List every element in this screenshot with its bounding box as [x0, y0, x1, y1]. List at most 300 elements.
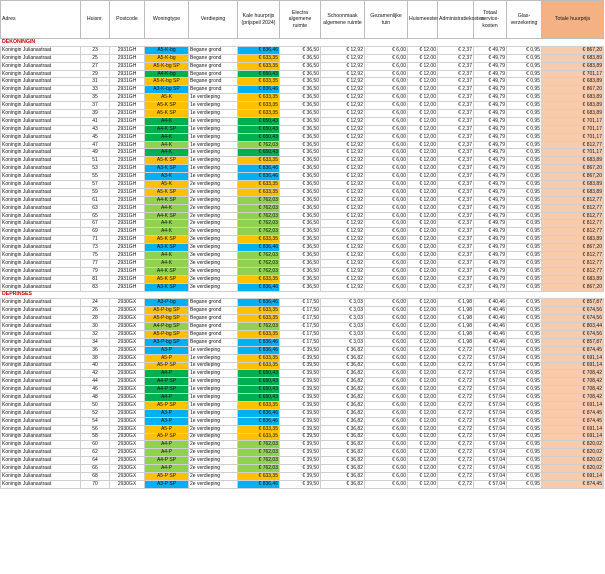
table-row: [1, 165, 604, 173]
cell-postcode: 2931GH: [110, 188, 145, 196]
cell-verdieping: 2e verdieping: [189, 181, 238, 189]
cell-huisnr: 41: [81, 117, 110, 125]
cell-verdieping: 3e verdieping: [189, 244, 238, 252]
cell-verdieping: 2e verdieping: [189, 441, 238, 449]
cell-woningtype: A5-K SP: [145, 236, 189, 244]
table-row: [1, 46, 604, 54]
cell-adres: Koningin Julianastraat: [1, 220, 81, 228]
cell-woningtype: A3-P: [145, 346, 189, 354]
section-header: [1, 291, 604, 299]
cell-adres: Koningin Julianastraat: [1, 401, 81, 409]
cell-verdieping: 3e verdieping: [189, 275, 238, 283]
cell-huismeester: € 12,00: [408, 449, 438, 457]
section-title: DEPRINSES: [1, 291, 604, 299]
cell-woningtype: A4-P: [145, 370, 189, 378]
cell-adres: Koningin Julianastraat: [1, 102, 81, 110]
cell-postcode: 2931GH: [110, 204, 145, 212]
cell-woningtype: A3-P SP: [145, 480, 189, 488]
cell-verdieping: 1e verdieping: [189, 346, 238, 354]
cell-postcode: 2931GH: [110, 228, 145, 236]
cell-servicekosten: € 49,79: [474, 54, 507, 62]
cell-servicekosten: € 49,79: [474, 141, 507, 149]
cell-adres: Koningin Julianastraat: [1, 259, 81, 267]
cell-tuin: € 6,00: [365, 338, 408, 346]
cell-postcode: 2931GH: [110, 181, 145, 189]
cell-tuin: € 6,00: [365, 188, 408, 196]
cell-kale-huurprijs: € 836,46: [238, 346, 280, 354]
cell-tuin: € 6,00: [365, 141, 408, 149]
cell-verdieping: 2e verdieping: [189, 220, 238, 228]
cell-adres: Koningin Julianastraat: [1, 70, 81, 78]
table-row: [1, 299, 604, 307]
cell-woningtype: A3-K SP: [145, 244, 189, 252]
cell-huismeester: € 12,00: [408, 267, 438, 275]
cell-kale-huurprijs: € 633,35: [238, 275, 280, 283]
cell-tuin: € 6,00: [365, 149, 408, 157]
cell-servicekosten: € 49,79: [474, 283, 507, 291]
cell-huisnr: 34: [81, 338, 110, 346]
cell-servicekosten: € 57,04: [474, 457, 507, 465]
cell-servicekosten: € 49,79: [474, 220, 507, 228]
cell-glasverzekering: € 0,95: [507, 188, 542, 196]
table-row: [1, 267, 604, 275]
cell-schoonmaak: € 3,03: [321, 315, 365, 323]
cell-woningtype: A4-K: [145, 141, 189, 149]
cell-kale-huurprijs: € 762,03: [238, 204, 280, 212]
cell-huismeester: € 12,00: [408, 299, 438, 307]
cell-postcode: 2930GX: [110, 433, 145, 441]
cell-schoonmaak: € 3,03: [321, 330, 365, 338]
cell-schoonmaak: € 36,82: [321, 449, 365, 457]
table-row: [1, 378, 604, 386]
cell-totale-huurprijs: € 867,20: [542, 46, 604, 54]
cell-servicekosten: € 57,04: [474, 441, 507, 449]
cell-huismeester: € 12,00: [408, 275, 438, 283]
cell-totale-huurprijs: € 812,77: [542, 259, 604, 267]
cell-huismeester: € 12,00: [408, 378, 438, 386]
cell-huisnr: 24: [81, 299, 110, 307]
cell-schoonmaak: € 12,92: [321, 78, 365, 86]
cell-totale-huurprijs: € 683,89: [542, 54, 604, 62]
cell-schoonmaak: € 12,92: [321, 188, 365, 196]
cell-woningtype: A5-K SP: [145, 188, 189, 196]
cell-totale-huurprijs: € 708,42: [542, 394, 604, 402]
cell-electra: € 36,50: [280, 188, 321, 196]
cell-verdieping: 3e verdieping: [189, 252, 238, 260]
cell-kale-huurprijs: € 633,35: [238, 78, 280, 86]
cell-electra: € 36,50: [280, 196, 321, 204]
cell-verdieping: Begane grond: [189, 86, 238, 94]
cell-schoonmaak: € 12,92: [321, 133, 365, 141]
cell-administratiekosten: € 2,37: [438, 188, 474, 196]
cell-huisnr: 30: [81, 323, 110, 331]
cell-administratiekosten: € 1,98: [438, 307, 474, 315]
cell-huismeester: € 12,00: [408, 220, 438, 228]
cell-adres: Koningin Julianastraat: [1, 196, 81, 204]
cell-totale-huurprijs: € 691,14: [542, 362, 604, 370]
cell-electra: € 17,50: [280, 330, 321, 338]
cell-electra: € 39,50: [280, 386, 321, 394]
cell-huisnr: 61: [81, 196, 110, 204]
cell-glasverzekering: € 0,95: [507, 149, 542, 157]
cell-glasverzekering: € 0,95: [507, 259, 542, 267]
cell-tuin: € 6,00: [365, 307, 408, 315]
cell-servicekosten: € 49,79: [474, 259, 507, 267]
cell-huisnr: 60: [81, 441, 110, 449]
cell-woningtype: A3-K: [145, 173, 189, 181]
cell-servicekosten: € 49,79: [474, 196, 507, 204]
cell-administratiekosten: € 2,37: [438, 149, 474, 157]
cell-woningtype: A3-K SP: [145, 283, 189, 291]
cell-electra: € 39,50: [280, 472, 321, 480]
cell-woningtype: A4-K: [145, 259, 189, 267]
cell-administratiekosten: € 2,37: [438, 125, 474, 133]
cell-adres: Koningin Julianastraat: [1, 46, 81, 54]
cell-tuin: € 6,00: [365, 275, 408, 283]
cell-schoonmaak: € 12,92: [321, 54, 365, 62]
cell-huismeester: € 12,00: [408, 394, 438, 402]
table-row: [1, 102, 604, 110]
cell-woningtype: A3-K SP: [145, 165, 189, 173]
cell-glasverzekering: € 0,95: [507, 125, 542, 133]
cell-verdieping: 2e verdieping: [189, 212, 238, 220]
cell-kale-huurprijs: € 762,03: [238, 323, 280, 331]
cell-adres: Koningin Julianastraat: [1, 480, 81, 488]
cell-verdieping: Begane grond: [189, 299, 238, 307]
cell-huismeester: € 12,00: [408, 401, 438, 409]
table-row: [1, 457, 604, 465]
cell-huismeester: € 12,00: [408, 181, 438, 189]
table-row: [1, 425, 604, 433]
cell-tuin: € 6,00: [365, 315, 408, 323]
table-row: [1, 188, 604, 196]
cell-postcode: 2930GX: [110, 394, 145, 402]
cell-glasverzekering: € 0,95: [507, 480, 542, 488]
table-row: [1, 157, 604, 165]
cell-huisnr: 81: [81, 275, 110, 283]
cell-adres: Koningin Julianastraat: [1, 283, 81, 291]
cell-administratiekosten: € 2,37: [438, 259, 474, 267]
cell-adres: Koningin Julianastraat: [1, 204, 81, 212]
cell-schoonmaak: € 36,82: [321, 472, 365, 480]
cell-administratiekosten: € 2,37: [438, 54, 474, 62]
cell-verdieping: 1e verdieping: [189, 157, 238, 165]
cell-glasverzekering: € 0,95: [507, 236, 542, 244]
col-schoonmaak: Schoonmaak algemene ruimte: [321, 1, 365, 39]
cell-postcode: 2930GX: [110, 480, 145, 488]
cell-woningtype: A5-P SP: [145, 401, 189, 409]
cell-woningtype: A4-P SP: [145, 457, 189, 465]
cell-huismeester: € 12,00: [408, 441, 438, 449]
cell-totale-huurprijs: € 867,20: [542, 283, 604, 291]
cell-huismeester: € 12,00: [408, 62, 438, 70]
cell-electra: € 39,50: [280, 354, 321, 362]
cell-electra: € 36,50: [280, 117, 321, 125]
cell-huisnr: 65: [81, 212, 110, 220]
cell-administratiekosten: € 2,72: [438, 441, 474, 449]
cell-schoonmaak: € 12,92: [321, 244, 365, 252]
cell-servicekosten: € 57,04: [474, 370, 507, 378]
cell-kale-huurprijs: € 762,03: [238, 465, 280, 473]
cell-tuin: € 6,00: [365, 472, 408, 480]
cell-tuin: € 6,00: [365, 78, 408, 86]
cell-administratiekosten: € 1,98: [438, 338, 474, 346]
cell-verdieping: 1e verdieping: [189, 94, 238, 102]
cell-postcode: 2931GH: [110, 86, 145, 94]
cell-huismeester: € 12,00: [408, 354, 438, 362]
cell-verdieping: 2e verdieping: [189, 188, 238, 196]
cell-kale-huurprijs: € 650,43: [238, 378, 280, 386]
cell-huisnr: 50: [81, 401, 110, 409]
cell-tuin: € 6,00: [365, 117, 408, 125]
cell-glasverzekering: € 0,95: [507, 307, 542, 315]
cell-servicekosten: € 49,79: [474, 117, 507, 125]
cell-postcode: 2930GX: [110, 323, 145, 331]
cell-adres: Koningin Julianastraat: [1, 236, 81, 244]
cell-totale-huurprijs: € 812,77: [542, 252, 604, 260]
table-row: [1, 465, 604, 473]
table-row: [1, 394, 604, 402]
cell-servicekosten: € 57,04: [474, 449, 507, 457]
table-row: [1, 141, 604, 149]
cell-electra: € 36,50: [280, 157, 321, 165]
cell-postcode: 2930GX: [110, 299, 145, 307]
cell-glasverzekering: € 0,95: [507, 212, 542, 220]
cell-schoonmaak: € 36,82: [321, 433, 365, 441]
cell-schoonmaak: € 12,92: [321, 196, 365, 204]
cell-postcode: 2930GX: [110, 386, 145, 394]
cell-glasverzekering: € 0,95: [507, 465, 542, 473]
cell-totale-huurprijs: € 683,89: [542, 181, 604, 189]
cell-kale-huurprijs: € 633,35: [238, 94, 280, 102]
cell-huismeester: € 12,00: [408, 330, 438, 338]
cell-servicekosten: € 49,79: [474, 78, 507, 86]
cell-huisnr: 31: [81, 78, 110, 86]
cell-totale-huurprijs: € 708,42: [542, 370, 604, 378]
cell-totale-huurprijs: € 674,56: [542, 307, 604, 315]
cell-huismeester: € 12,00: [408, 370, 438, 378]
cell-adres: Koningin Julianastraat: [1, 133, 81, 141]
cell-administratiekosten: € 1,98: [438, 323, 474, 331]
cell-huismeester: € 12,00: [408, 259, 438, 267]
cell-administratiekosten: € 2,72: [438, 362, 474, 370]
cell-verdieping: 2e verdieping: [189, 196, 238, 204]
cell-verdieping: 1e verdieping: [189, 165, 238, 173]
cell-adres: Koningin Julianastraat: [1, 62, 81, 70]
cell-postcode: 2931GH: [110, 141, 145, 149]
table-row: [1, 149, 604, 157]
cell-huisnr: 59: [81, 188, 110, 196]
cell-schoonmaak: € 3,03: [321, 307, 365, 315]
cell-kale-huurprijs: € 836,46: [238, 338, 280, 346]
cell-glasverzekering: € 0,95: [507, 299, 542, 307]
cell-electra: € 17,50: [280, 338, 321, 346]
cell-huismeester: € 12,00: [408, 149, 438, 157]
cell-kale-huurprijs: € 762,03: [238, 196, 280, 204]
cell-postcode: 2931GH: [110, 252, 145, 260]
cell-kale-huurprijs: € 633,35: [238, 102, 280, 110]
cell-servicekosten: € 57,04: [474, 480, 507, 488]
cell-huismeester: € 12,00: [408, 457, 438, 465]
cell-huisnr: 75: [81, 252, 110, 260]
cell-woningtype: A3-P-bg: [145, 299, 189, 307]
cell-electra: € 39,50: [280, 480, 321, 488]
cell-huismeester: € 12,00: [408, 323, 438, 331]
cell-administratiekosten: € 2,37: [438, 236, 474, 244]
cell-woningtype: A5-P SP: [145, 472, 189, 480]
cell-administratiekosten: € 2,72: [438, 425, 474, 433]
cell-adres: Koningin Julianastraat: [1, 409, 81, 417]
cell-electra: € 36,50: [280, 275, 321, 283]
table-row: [1, 204, 604, 212]
cell-schoonmaak: € 12,92: [321, 70, 365, 78]
cell-adres: Koningin Julianastraat: [1, 157, 81, 165]
cell-huismeester: € 12,00: [408, 54, 438, 62]
col-woningtype: Woningtype: [145, 1, 189, 39]
cell-electra: € 36,50: [280, 46, 321, 54]
cell-electra: € 39,50: [280, 409, 321, 417]
cell-servicekosten: € 49,79: [474, 244, 507, 252]
cell-glasverzekering: € 0,95: [507, 401, 542, 409]
cell-electra: € 36,50: [280, 259, 321, 267]
cell-kale-huurprijs: € 762,03: [238, 228, 280, 236]
table-row: [1, 472, 604, 480]
cell-adres: Koningin Julianastraat: [1, 386, 81, 394]
table-row: [1, 346, 604, 354]
cell-servicekosten: € 49,79: [474, 86, 507, 94]
cell-woningtype: A4-K: [145, 133, 189, 141]
cell-totale-huurprijs: € 812,77: [542, 220, 604, 228]
cell-kale-huurprijs: € 633,35: [238, 330, 280, 338]
cell-schoonmaak: € 12,92: [321, 204, 365, 212]
cell-tuin: € 6,00: [365, 86, 408, 94]
cell-glasverzekering: € 0,95: [507, 394, 542, 402]
cell-schoonmaak: € 12,92: [321, 252, 365, 260]
cell-woningtype: A4-P-bg SP: [145, 323, 189, 331]
cell-kale-huurprijs: € 633,35: [238, 54, 280, 62]
cell-electra: € 39,50: [280, 394, 321, 402]
cell-postcode: 2931GH: [110, 133, 145, 141]
cell-tuin: € 6,00: [365, 323, 408, 331]
cell-glasverzekering: € 0,95: [507, 425, 542, 433]
cell-huisnr: 38: [81, 354, 110, 362]
cell-huisnr: 23: [81, 46, 110, 54]
cell-schoonmaak: € 12,92: [321, 94, 365, 102]
cell-postcode: 2931GH: [110, 236, 145, 244]
cell-huismeester: € 12,00: [408, 117, 438, 125]
header-row: [1, 1, 604, 39]
cell-huismeester: € 12,00: [408, 173, 438, 181]
cell-verdieping: 2e verdieping: [189, 204, 238, 212]
cell-huismeester: € 12,00: [408, 157, 438, 165]
cell-postcode: 2931GH: [110, 102, 145, 110]
cell-adres: Koningin Julianastraat: [1, 275, 81, 283]
cell-verdieping: Begane grond: [189, 315, 238, 323]
cell-schoonmaak: € 12,92: [321, 228, 365, 236]
cell-totale-huurprijs: € 701,17: [542, 125, 604, 133]
table-row: [1, 220, 604, 228]
cell-huismeester: € 12,00: [408, 362, 438, 370]
cell-adres: Koningin Julianastraat: [1, 315, 81, 323]
cell-postcode: 2931GH: [110, 220, 145, 228]
cell-woningtype: A4-K: [145, 252, 189, 260]
cell-verdieping: 1e verdieping: [189, 394, 238, 402]
cell-huismeester: € 12,00: [408, 78, 438, 86]
cell-totale-huurprijs: € 683,89: [542, 102, 604, 110]
cell-electra: € 36,50: [280, 267, 321, 275]
cell-tuin: € 6,00: [365, 283, 408, 291]
cell-glasverzekering: € 0,95: [507, 362, 542, 370]
cell-huismeester: € 12,00: [408, 338, 438, 346]
cell-administratiekosten: € 2,37: [438, 157, 474, 165]
cell-adres: Koningin Julianastraat: [1, 330, 81, 338]
col-electra: Electra algemene ruimte: [280, 1, 321, 39]
cell-kale-huurprijs: € 836,46: [238, 299, 280, 307]
col-kale-huurprijs: Kale huurprijs (prijspeil 2024): [238, 1, 280, 39]
cell-glasverzekering: € 0,95: [507, 457, 542, 465]
cell-adres: Koningin Julianastraat: [1, 449, 81, 457]
cell-adres: Koningin Julianastraat: [1, 346, 81, 354]
cell-totale-huurprijs: € 812,77: [542, 204, 604, 212]
table-row: [1, 283, 604, 291]
cell-postcode: 2931GH: [110, 125, 145, 133]
cell-postcode: 2931GH: [110, 94, 145, 102]
cell-tuin: € 6,00: [365, 409, 408, 417]
cell-tuin: € 6,00: [365, 259, 408, 267]
table-row: [1, 315, 604, 323]
cell-kale-huurprijs: € 633,35: [238, 307, 280, 315]
table-row: [1, 401, 604, 409]
cell-tuin: € 6,00: [365, 173, 408, 181]
cell-glasverzekering: € 0,95: [507, 378, 542, 386]
cell-servicekosten: € 49,79: [474, 165, 507, 173]
cell-woningtype: A5-P: [145, 354, 189, 362]
cell-postcode: 2930GX: [110, 465, 145, 473]
cell-glasverzekering: € 0,95: [507, 433, 542, 441]
cell-totale-huurprijs: € 857,87: [542, 299, 604, 307]
cell-tuin: € 6,00: [365, 94, 408, 102]
table-row: [1, 236, 604, 244]
cell-administratiekosten: € 2,37: [438, 204, 474, 212]
cell-glasverzekering: € 0,95: [507, 165, 542, 173]
cell-huisnr: 69: [81, 228, 110, 236]
cell-woningtype: A5-P SP: [145, 433, 189, 441]
cell-kale-huurprijs: € 762,03: [238, 212, 280, 220]
cell-tuin: € 6,00: [365, 252, 408, 260]
cell-postcode: 2931GH: [110, 62, 145, 70]
cell-totale-huurprijs: € 708,42: [542, 378, 604, 386]
cell-postcode: 2930GX: [110, 354, 145, 362]
cell-huisnr: 42: [81, 370, 110, 378]
cell-administratiekosten: € 2,37: [438, 173, 474, 181]
cell-postcode: 2931GH: [110, 157, 145, 165]
cell-tuin: € 6,00: [365, 401, 408, 409]
cell-glasverzekering: € 0,95: [507, 449, 542, 457]
cell-servicekosten: € 49,79: [474, 70, 507, 78]
cell-schoonmaak: € 36,82: [321, 394, 365, 402]
cell-postcode: 2931GH: [110, 149, 145, 157]
cell-kale-huurprijs: € 836,46: [238, 244, 280, 252]
cell-totale-huurprijs: € 820,02: [542, 441, 604, 449]
cell-verdieping: 2e verdieping: [189, 465, 238, 473]
cell-totale-huurprijs: € 803,44: [542, 323, 604, 331]
cell-huisnr: 67: [81, 220, 110, 228]
cell-servicekosten: € 49,79: [474, 236, 507, 244]
cell-administratiekosten: € 2,72: [438, 386, 474, 394]
cell-verdieping: Begane grond: [189, 307, 238, 315]
cell-postcode: 2930GX: [110, 378, 145, 386]
cell-totale-huurprijs: € 701,17: [542, 149, 604, 157]
